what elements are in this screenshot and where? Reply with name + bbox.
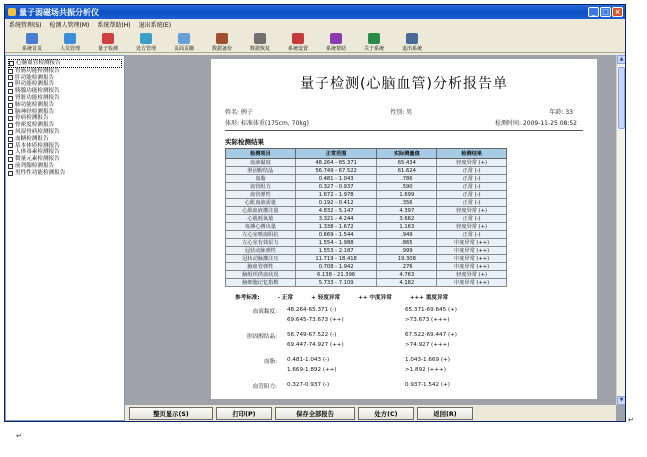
toolbar-button[interactable] [91,29,125,52]
reference-range: 0.327-0.937 (-) [287,382,330,388]
reference-name: 血液黏度: [252,309,277,315]
table-cell: .276 [377,263,437,271]
reference-row [225,307,583,327]
table-cell: 脑组织供血状况 [226,271,296,279]
table-cell: 心肌血液灌注量 [226,207,296,215]
table-cell: 中度异常 (++) [437,263,507,271]
reference-range: 0.481-1.043 (-) [287,357,330,363]
toolbar-icon [140,33,152,44]
table-row [226,271,507,279]
toolbar-label: 关于系统 [363,46,384,52]
reference-name: 血管阻力: [252,384,277,390]
close-button[interactable]: × [612,7,623,17]
print-button[interactable]: 打印(P) [216,407,272,420]
table-cell: 正常 (-) [437,231,507,239]
table-cell: 6.138 - 21.396 [295,271,377,279]
reference-standards [225,293,583,392]
checkbox[interactable] [8,150,13,155]
ref-title: 参考标准: [235,295,260,301]
tree-item-label: 胰腺功能检测报告 [15,88,60,95]
table-row [226,183,507,191]
table-row [226,239,507,247]
vertical-scrollbar[interactable] [616,55,625,405]
tree-item-label: 骨密度检测报告 [15,122,55,129]
table-row [226,167,507,175]
checkbox[interactable] [8,171,13,176]
tree-item[interactable] [8,129,122,136]
col-value: 实际测量值 [377,149,437,159]
report-page [211,59,597,399]
toolbar-button[interactable] [167,29,201,52]
tree-item-label: 人体毒素检测报告 [15,149,60,156]
toolbar-label: 系统帮助 [325,46,346,52]
reference-range: 0.937-1.542 (+) [405,382,450,388]
table-cell: 左心室喷血阻抗 [226,231,296,239]
report-title: 量子检测(心脑血管)分析报告单 [300,76,508,92]
legend-severe: +++ 重度异常 [409,295,449,301]
tree-item[interactable] [8,68,122,75]
table-cell: 1.163 [377,223,437,231]
reference-name: 血脂: [263,359,277,365]
reference-range: >73.673 (+++) [405,317,450,323]
menu-exit[interactable]: 退出系统(E) [138,21,172,29]
table-cell: .949 [377,231,437,239]
menu-bar [5,19,625,29]
toolbar-icon [254,33,266,44]
checkbox[interactable] [8,69,13,74]
table-cell: 正常 (-) [437,167,507,175]
checkbox[interactable] [8,109,13,114]
results-table [225,148,507,287]
save-all-button[interactable]: 保存全部报告 [275,407,355,420]
table-cell: 4.397 [377,207,437,215]
scroll-up-icon[interactable]: ▲ [617,55,625,64]
patient-name: 姓名: 例子 [225,109,253,116]
toolbar-button[interactable] [281,29,315,52]
reference-range: 1.669-1.892 (++) [287,367,337,373]
table-cell: .865 [377,239,437,247]
reference-range: 67.522-69.447 (+) [405,332,457,338]
table-row [226,255,507,263]
return-mark-right: ↵ [628,416,634,424]
return-mark-left: ↵ [16,432,22,440]
table-row [226,175,507,183]
table-row [226,199,507,207]
tree-item[interactable] [8,170,122,177]
toolbar-button[interactable] [357,29,391,52]
app-icon [8,8,16,16]
section-title: 实际检测结果 [225,138,264,146]
scroll-down-icon[interactable]: ▼ [617,396,625,405]
table-row [226,159,507,167]
toolbar-icon [102,33,114,44]
tree-item-label: 男性性功能检测报告 [15,169,66,176]
table-row [226,223,507,231]
table-cell: 轻度异常 (+) [437,271,507,279]
table-cell: 0.192 - 0.412 [295,199,377,207]
table-cell: 正常 (-) [437,199,507,207]
checkbox[interactable] [8,157,13,162]
tree-item-label: 肝功能检测报告 [15,74,55,81]
table-cell: 脑血管弹性 [226,263,296,271]
reference-range: 65.371-69.645 (+) [405,307,457,313]
toolbar-button[interactable] [205,29,239,52]
table-cell: 正常 (-) [437,183,507,191]
toolbar-button[interactable] [129,29,163,52]
report-tree [5,55,125,421]
table-cell: .999 [377,247,437,255]
reference-range: 69.645-73.673 (++) [287,317,344,323]
table-cell: 1.672 - 1.978 [295,191,377,199]
table-cell: 正常 (-) [437,175,507,183]
patient-age: 年龄: 33 [549,109,573,116]
tree-item-label: 肾脏功能检测报告 [15,94,60,101]
table-cell: 56.749 - 67.522 [295,167,377,175]
table-cell: 19.308 [377,255,437,263]
table-cell: 脑细胞记忆指数 [226,279,296,287]
tree-item[interactable] [8,122,122,129]
checkbox[interactable] [8,103,13,108]
table-cell: 61.624 [377,167,437,175]
tree-item[interactable] [8,156,122,163]
table-cell: 冠状动脉弹性 [226,247,296,255]
table-cell: 轻度异常 (+) [437,159,507,167]
toolbar-icon [330,33,342,44]
table-cell: 48.264 - 65.371 [295,159,377,167]
toolbar-icon [368,33,380,44]
report-viewer [125,55,625,421]
table-row [226,207,507,215]
checkbox[interactable] [8,130,13,135]
table-cell: 中度异常 (++) [437,247,507,255]
tree-item-label: 风湿骨病检测报告 [15,128,60,135]
table-cell: 中度异常 (++) [437,255,507,263]
table-cell: .590 [377,183,437,191]
toolbar-label: 处方管理 [135,46,156,52]
toolbar-label: 数据恢复 [249,46,270,52]
table-cell: 血管阻力 [226,183,296,191]
tree-item-label: 前列腺检测报告 [15,162,55,169]
table-cell: 0.481 - 1.043 [295,175,377,183]
reference-range: 48.264-65.371 (-) [287,307,337,313]
table-cell: 3.321 - 4.244 [295,215,377,223]
tree-item-label: 微量元素检测报告 [15,156,60,163]
toolbar-label: 页面页脚 [173,46,194,52]
legend-moderate: ++ 中度异常 [358,295,392,301]
tree-item[interactable] [8,88,122,95]
table-cell: 左心室有效泵力 [226,239,296,247]
table-cell: 每搏心搏出量 [226,223,296,231]
toolbar-icon [292,33,304,44]
table-cell: 轻度异常 (+) [437,223,507,231]
table-cell: 冠状动脉灌注压 [226,255,296,263]
tree-item[interactable] [8,136,122,143]
checkbox[interactable] [8,164,13,169]
table-cell: 1.699 [377,191,437,199]
tree-item-label: 胆功能检测报告 [15,81,55,88]
table-cell: 3.662 [377,215,437,223]
checkbox[interactable] [8,82,13,87]
title-bar [5,5,625,19]
tree-item-label: 脑神经检测报告 [15,108,55,115]
table-row [226,191,507,199]
tree-item-label: 肺功能检测报告 [15,101,55,108]
toolbar-label: 系统设置 [287,46,308,52]
toolbar-label: 数据备份 [211,46,232,52]
toolbar-label: 退出系统 [401,46,422,52]
table-cell: 4.832 - 5.147 [295,207,377,215]
tree-item-label: 血糖检测报告 [15,135,49,142]
prescription-button[interactable]: 处方(C) [358,407,414,420]
col-range: 正常范围 [295,149,377,159]
table-cell: 血液黏度 [226,159,296,167]
table-cell: 正常 (-) [437,215,507,223]
table-cell: 65.434 [377,159,437,167]
return-button[interactable]: 返回(R) [417,407,473,420]
table-cell: 心肌血液需量 [226,199,296,207]
table-row [226,215,507,223]
toolbar [5,29,625,53]
toolbar-button[interactable] [395,29,429,52]
toolbar-icon [64,33,76,44]
toolbar-button[interactable] [243,29,277,52]
reference-range: >1.892 (+++) [405,367,446,373]
table-cell: .786 [377,175,437,183]
reference-range: >74.927 (+++) [405,342,450,348]
table-cell: 5.733 - 7.109 [295,279,377,287]
scroll-thumb[interactable] [618,67,625,129]
toolbar-icon [26,33,38,44]
checkbox[interactable] [8,96,13,101]
table-cell: 4.182 [377,279,437,287]
checkbox[interactable] [8,89,13,94]
table-row [226,263,507,271]
table-cell: 1.338 - 1.672 [295,223,377,231]
table-cell: 0.327 - 0.937 [295,183,377,191]
table-cell: 胆固醇结晶 [226,167,296,175]
toolbar-button[interactable] [15,29,49,52]
patient-body: 体形: 标准体重(175cm, 70kg) [225,120,309,127]
reference-range: 69.447-74.927 (++) [287,342,344,348]
tree-item[interactable] [8,95,122,102]
tree-item-label: 胃肠功能检测报告 [15,67,60,74]
col-result: 检测结果 [437,149,507,159]
table-cell: 11.719 - 18.418 [295,255,377,263]
patient-gender: 性别: 男 [390,109,413,116]
table-cell: 心肌耗氧量 [226,215,296,223]
app-window [4,4,626,422]
toolbar-label: 人员管理 [59,46,80,52]
tree-item[interactable] [8,163,122,170]
legend-mild: + 轻度异常 [311,295,341,301]
checkbox[interactable] [9,61,14,66]
tree-item-label: 骨病检测报告 [15,115,49,122]
action-bar [125,405,616,421]
toolbar-button[interactable] [53,29,87,52]
table-row [226,231,507,239]
checkbox[interactable] [8,123,13,128]
reference-row [225,357,583,377]
reference-range: 56.749-67.522 (-) [287,332,337,338]
reference-row [225,382,583,392]
table-cell: 0.708 - 1.942 [295,263,377,271]
toolbar-icon [216,33,228,44]
window-title: 量子弱磁场共振分析仪 [19,7,99,17]
table-cell: 正常 (-) [437,191,507,199]
tree-item-label: 基本体质检测报告 [15,142,60,149]
legend-normal: - 正常 [277,295,294,301]
checkbox[interactable] [8,143,13,148]
col-item: 检测项目 [226,149,296,159]
table-cell: 血管弹性 [226,191,296,199]
toolbar-icon [178,33,190,44]
tree-item-label: 心脑血管检测报告 [16,60,61,66]
tree-item[interactable] [8,102,122,109]
toolbar-label: 系统首页 [21,46,42,52]
table-row [226,247,507,255]
table-cell: 0.669 - 1.544 [295,231,377,239]
table-cell: 轻度异常 (+) [437,207,507,215]
checkbox[interactable] [8,137,13,142]
tree-item[interactable] [8,59,122,68]
menu-help[interactable]: 系统帮助(H) [97,21,131,29]
test-time: 检测时间: 2009-11-25 08:52 [495,120,577,127]
divider [225,130,583,131]
table-cell: 1.554 - 1.988 [295,239,377,247]
toolbar-icon [406,33,418,44]
reference-range: 1.043-1.669 (+) [405,357,450,363]
menu-person[interactable]: 检测人管理(M) [49,21,90,29]
table-cell: 血脂 [226,175,296,183]
minimize-button[interactable]: _ [588,7,599,17]
toolbar-label: 量子检测 [97,46,118,52]
menu-system[interactable]: 系统管理(S) [9,21,42,29]
reference-row [225,332,583,352]
table-cell: 中度异常 (++) [437,239,507,247]
maximize-button[interactable]: □ [600,7,611,17]
table-cell: 1.553 - 2.187 [295,247,377,255]
table-cell: 中度异常 (++) [437,279,507,287]
checkbox[interactable] [8,116,13,121]
fit-page-button[interactable]: 整页显示(S) [129,407,213,420]
table-row [226,279,507,287]
toolbar-button[interactable] [319,29,353,52]
table-cell: .356 [377,199,437,207]
reference-name: 胆固醇结晶: [247,334,277,340]
checkbox[interactable] [8,75,13,80]
table-cell: 4.763 [377,271,437,279]
